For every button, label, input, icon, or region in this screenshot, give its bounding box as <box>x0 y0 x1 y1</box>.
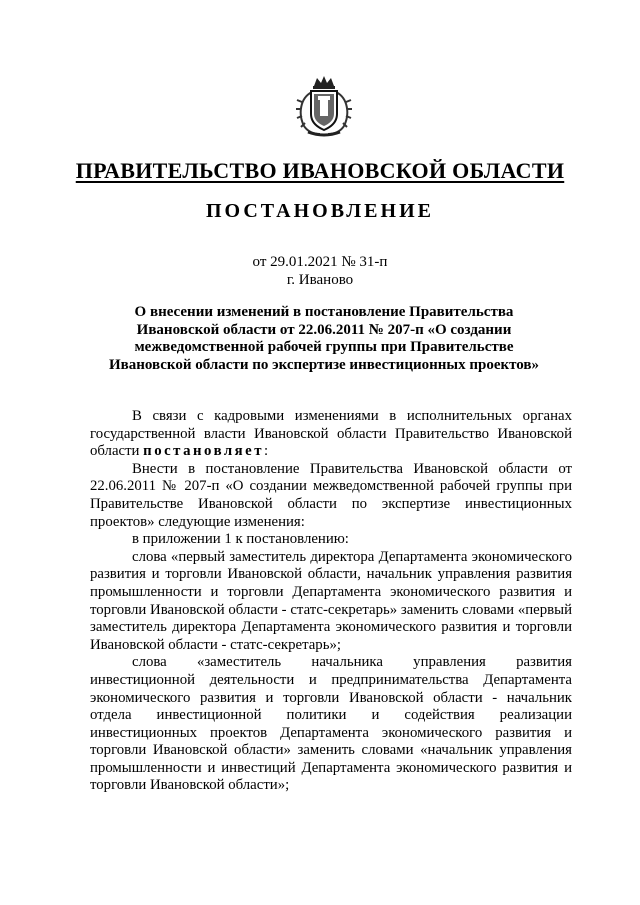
body-paragraph: слова «первый заместитель директора Департамента экономического развития и торговли Ивановской области, начальник управления развития промышленности и торговли Департамента экономического развития и торговли Ивановской области - статс-секретарь» заменить словами «первый заместитель директора Департамента экономического развития и торговли Ивановской области - статс-секретарь»; <box>90 548 572 653</box>
body-paragraph: в приложении 1 к постановлению: <box>132 531 349 548</box>
document-type-title: ПОСТАНОВЛЕНИЕ <box>206 200 434 222</box>
decree-colon: : <box>264 443 269 460</box>
document-body <box>90 408 572 795</box>
decree-word: постановляет <box>143 443 265 460</box>
coat-of-arms-emblem <box>294 74 354 138</box>
date-number-block <box>0 253 640 289</box>
intro-text: В связи с кадровыми изменениями в исполнительных органах государственной власти Ивановской области Правительство Ивановской области <box>90 408 572 460</box>
date-number: от 29.01.2021 № 31-п <box>252 254 388 270</box>
body-paragraph: слова «заместитель начальника управления развития инвестиционной деятельности и предпринимательства Департамента экономического развития и торговли Ивановской области - начальник отдела инвестиционной политики и содействия реализации инвестиционных проектов Департамента экономического развития и торговли Ивановской области» заменить словами «начальник управления промышленности и инвестиций Департамента экономического развития и торговли Ивановской области»; <box>90 654 572 794</box>
document-subject: О внесении изменений в постановление Правительства Ивановской области от 22.06.2011 № 207-п «О создании межведомственной рабочей группы при Правительстве Ивановской области по экспертизе инвестиционных проектов» <box>108 304 540 373</box>
body-paragraph: Внести в постановление Правительства Ивановской области от 22.06.2011 № 207-п «О создании межведомственной рабочей группы при Правительстве Ивановской области по экспертизе инвестиционных проектов» следующие изменения: <box>90 460 572 530</box>
city: г. Иваново <box>286 272 354 288</box>
government-title: ПРАВИТЕЛЬСТВО ИВАНОВСКОЙ ОБЛАСТИ <box>75 158 565 183</box>
body-paragraph-intro <box>90 408 572 461</box>
